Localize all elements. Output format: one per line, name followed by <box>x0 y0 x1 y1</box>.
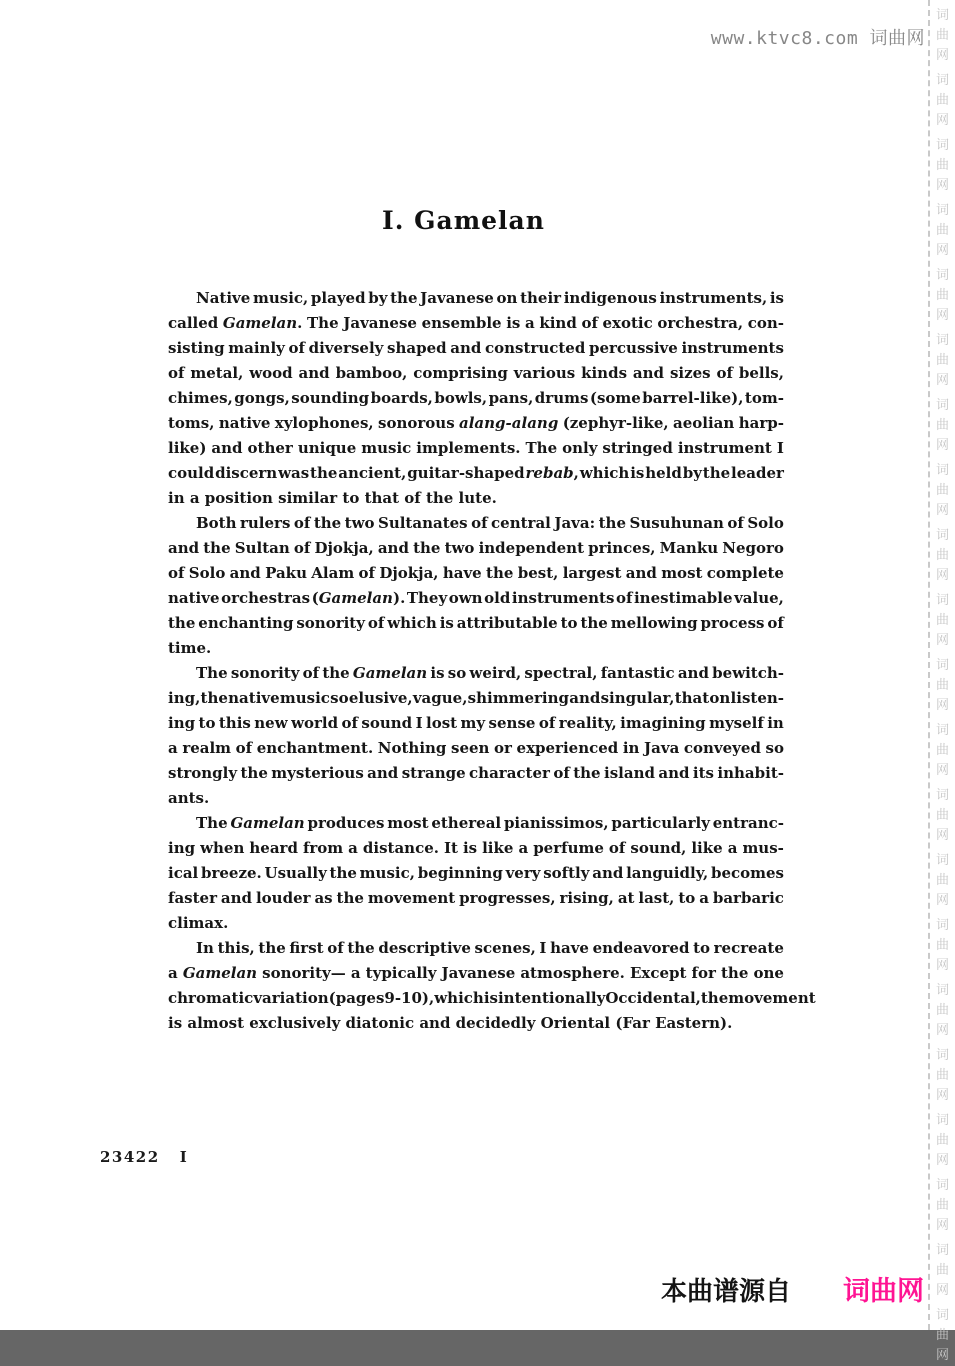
footer-site-logo: 词曲网 <box>843 1276 924 1307</box>
watermark-char: 网 <box>935 113 949 128</box>
plate-number <box>100 1148 188 1166</box>
watermark-group <box>930 851 955 911</box>
watermark-char: 网 <box>935 1283 949 1298</box>
watermark-char: 词 <box>935 788 949 803</box>
text-line: Both rulers of the two Sultanates of central Java: the Susuhunan of Solo <box>196 514 784 532</box>
watermark-char: 曲 <box>935 1198 949 1213</box>
plate-number-value: 23422 <box>100 1148 160 1166</box>
text-line: a realm of enchantment. Nothing seen or experienced in Java conveyed so <box>168 739 784 757</box>
watermark-group <box>930 6 955 66</box>
watermark-group <box>930 1111 955 1171</box>
watermark-char: 曲 <box>935 353 949 368</box>
watermark-group <box>930 136 955 196</box>
watermark-group <box>930 981 955 1041</box>
watermark-char: 曲 <box>935 1263 949 1278</box>
text-line: The Gamelan produces most ethereal pianissimos, particularly entranc- <box>196 814 784 832</box>
watermark-group <box>930 916 955 976</box>
text-line: climax. <box>168 914 229 932</box>
watermark-char: 曲 <box>935 678 949 693</box>
text-line: ing to this new world of sound I lost my sense of reality, imagining myself in <box>168 714 784 732</box>
watermark-char: 词 <box>935 1308 949 1323</box>
text-line: ical breeze. Usually the music, beginning very softly and languidly, becomes <box>168 864 784 882</box>
watermark-char: 网 <box>935 178 949 193</box>
watermark-char: 网 <box>935 438 949 453</box>
watermark-char: 词 <box>935 1113 949 1128</box>
watermark-char: 词 <box>935 593 949 608</box>
text-line: In this, the first of the descriptive scenes, I have endeavored to recreate <box>196 939 784 957</box>
watermark-char: 词 <box>935 1178 949 1193</box>
watermark-char: 网 <box>935 243 949 258</box>
watermark-char: 词 <box>935 1243 949 1258</box>
watermark-char: 网 <box>935 828 949 843</box>
watermark-char: 词 <box>935 398 949 413</box>
watermark-group <box>930 721 955 781</box>
watermark-char: 网 <box>935 1023 949 1038</box>
watermark-char: 词 <box>935 268 949 283</box>
body-text <box>168 286 816 1036</box>
text-line: native orchestras (Gamelan). They own old instruments of inestimable value, <box>168 589 784 607</box>
watermark-char: 网 <box>935 763 949 778</box>
watermark-char: 词 <box>935 983 949 998</box>
text-line: in a position similar to that of the lute. <box>168 489 497 507</box>
watermark-char: 网 <box>935 48 949 63</box>
watermark-char: 词 <box>935 853 949 868</box>
watermark-char: 曲 <box>935 743 949 758</box>
watermark-char: 词 <box>935 138 949 153</box>
watermark-char: 曲 <box>935 808 949 823</box>
page-title: I. Gamelan <box>382 206 545 235</box>
watermark-char: 词 <box>935 658 949 673</box>
watermark-char: 曲 <box>935 158 949 173</box>
watermark-char: 曲 <box>935 1133 949 1148</box>
watermark-group <box>930 461 955 521</box>
watermark-group <box>930 526 955 586</box>
watermark-char: 曲 <box>935 938 949 953</box>
site-watermark-url: www.ktvc8.com 词曲网 <box>710 28 925 49</box>
watermark-char: 网 <box>935 698 949 713</box>
watermark-char: 曲 <box>935 28 949 43</box>
text-line: ants. <box>168 789 210 807</box>
text-line: called Gamelan. The Javanese ensemble is a kind of exotic orchestra, con- <box>168 314 784 332</box>
watermark-char: 曲 <box>935 613 949 628</box>
watermark-char: 词 <box>935 73 949 88</box>
text-line: could discern was the ancient, guitar-shaped rebab, which is held by the leader <box>168 464 784 482</box>
text-line: ing when heard from a distance. It is like a perfume of sound, like a mus- <box>168 839 784 857</box>
watermark-char: 词 <box>935 333 949 348</box>
footer-source-line <box>661 1269 924 1308</box>
text-line: ing, the native music so elusive, vague, shimmering and singular, that on listen- <box>168 689 784 707</box>
watermark-group <box>930 396 955 456</box>
text-line: sisting mainly of diversely shaped and constructed percussive instruments <box>168 339 784 357</box>
text-line: chimes, gongs, sounding boards, bowls, pans, drums (some barrel-like), tom- <box>168 389 784 407</box>
text-line: time. <box>168 639 212 657</box>
text-line: like) and other unique music implements. The only stringed instrument I <box>168 439 784 457</box>
watermark-group <box>930 266 955 326</box>
watermark-char: 网 <box>935 1088 949 1103</box>
watermark-group <box>930 786 955 846</box>
watermark-char: 网 <box>935 893 949 908</box>
watermark-char: 曲 <box>935 93 949 108</box>
watermark-char: 网 <box>935 1218 949 1233</box>
watermark-char: 词 <box>935 203 949 218</box>
watermark-group <box>930 1241 955 1301</box>
watermark-char: 词 <box>935 723 949 738</box>
text-line: Native music, played by the Javanese on their indigenous instruments, is <box>196 289 784 307</box>
watermark-group <box>930 1306 955 1366</box>
watermark-char: 词 <box>935 8 949 23</box>
watermark-group <box>930 1046 955 1106</box>
watermark-group <box>930 656 955 716</box>
watermark-char: 网 <box>935 503 949 518</box>
text-line: and the Sultan of Djokja, and the two independent princes, Manku Negoro <box>168 539 784 557</box>
watermark-group <box>930 331 955 391</box>
watermark-char: 词 <box>935 1048 949 1063</box>
watermark-char: 网 <box>935 633 949 648</box>
footer-source-prefix: 本曲谱源自 <box>660 1277 791 1307</box>
watermark-char: 词 <box>935 463 949 478</box>
watermark-char: 词 <box>935 918 949 933</box>
text-line: strongly the mysterious and strange character of the island and its inhabit- <box>168 764 784 782</box>
watermark-char: 网 <box>935 308 949 323</box>
watermark-group <box>930 201 955 261</box>
watermark-group <box>930 591 955 651</box>
watermark-char: 网 <box>935 568 949 583</box>
watermark-char: 曲 <box>935 418 949 433</box>
movement-roman-numeral: I <box>179 1148 189 1166</box>
watermark-char: 曲 <box>935 548 949 563</box>
watermark-group <box>930 1176 955 1236</box>
watermark-char: 曲 <box>935 1003 949 1018</box>
watermark-char: 网 <box>935 958 949 973</box>
watermark-group <box>930 71 955 131</box>
watermark-char: 曲 <box>935 873 949 888</box>
watermark-char: 网 <box>935 1348 949 1363</box>
text-line: of Solo and Paku Alam of Djokja, have the best, largest and most complete <box>168 564 784 582</box>
text-line: a Gamelan sonority— a typically Javanese atmosphere. Except for the one <box>168 964 784 982</box>
side-watermark <box>928 0 955 1363</box>
text-line: faster and louder as the movement progresses, rising, at last, to a barbaric <box>168 889 784 907</box>
text-line: toms, native xylophones, sonorous alang-alang (zephyr-like, aeolian harp- <box>168 414 784 432</box>
watermark-char: 曲 <box>935 1328 949 1343</box>
watermark-char: 曲 <box>935 288 949 303</box>
text-line: of metal, wood and bamboo, comprising various kinds and sizes of bells, <box>168 364 784 382</box>
watermark-char: 曲 <box>935 1068 949 1083</box>
watermark-char: 网 <box>935 373 949 388</box>
text-line: chromatic variation (pages 9-10), which is intentionally Occidental, the movement <box>168 989 816 1007</box>
watermark-char: 网 <box>935 1153 949 1168</box>
watermark-char: 曲 <box>935 483 949 498</box>
text-line: the enchanting sonority of which is attributable to the mellowing process of <box>168 614 784 632</box>
watermark-char: 词 <box>935 528 949 543</box>
text-line: is almost exclusively diatonic and decidedly Oriental (Far Eastern). <box>168 1014 733 1032</box>
text-line: The sonority of the Gamelan is so weird, spectral, fantastic and bewitch- <box>196 664 784 682</box>
watermark-char: 曲 <box>935 223 949 238</box>
